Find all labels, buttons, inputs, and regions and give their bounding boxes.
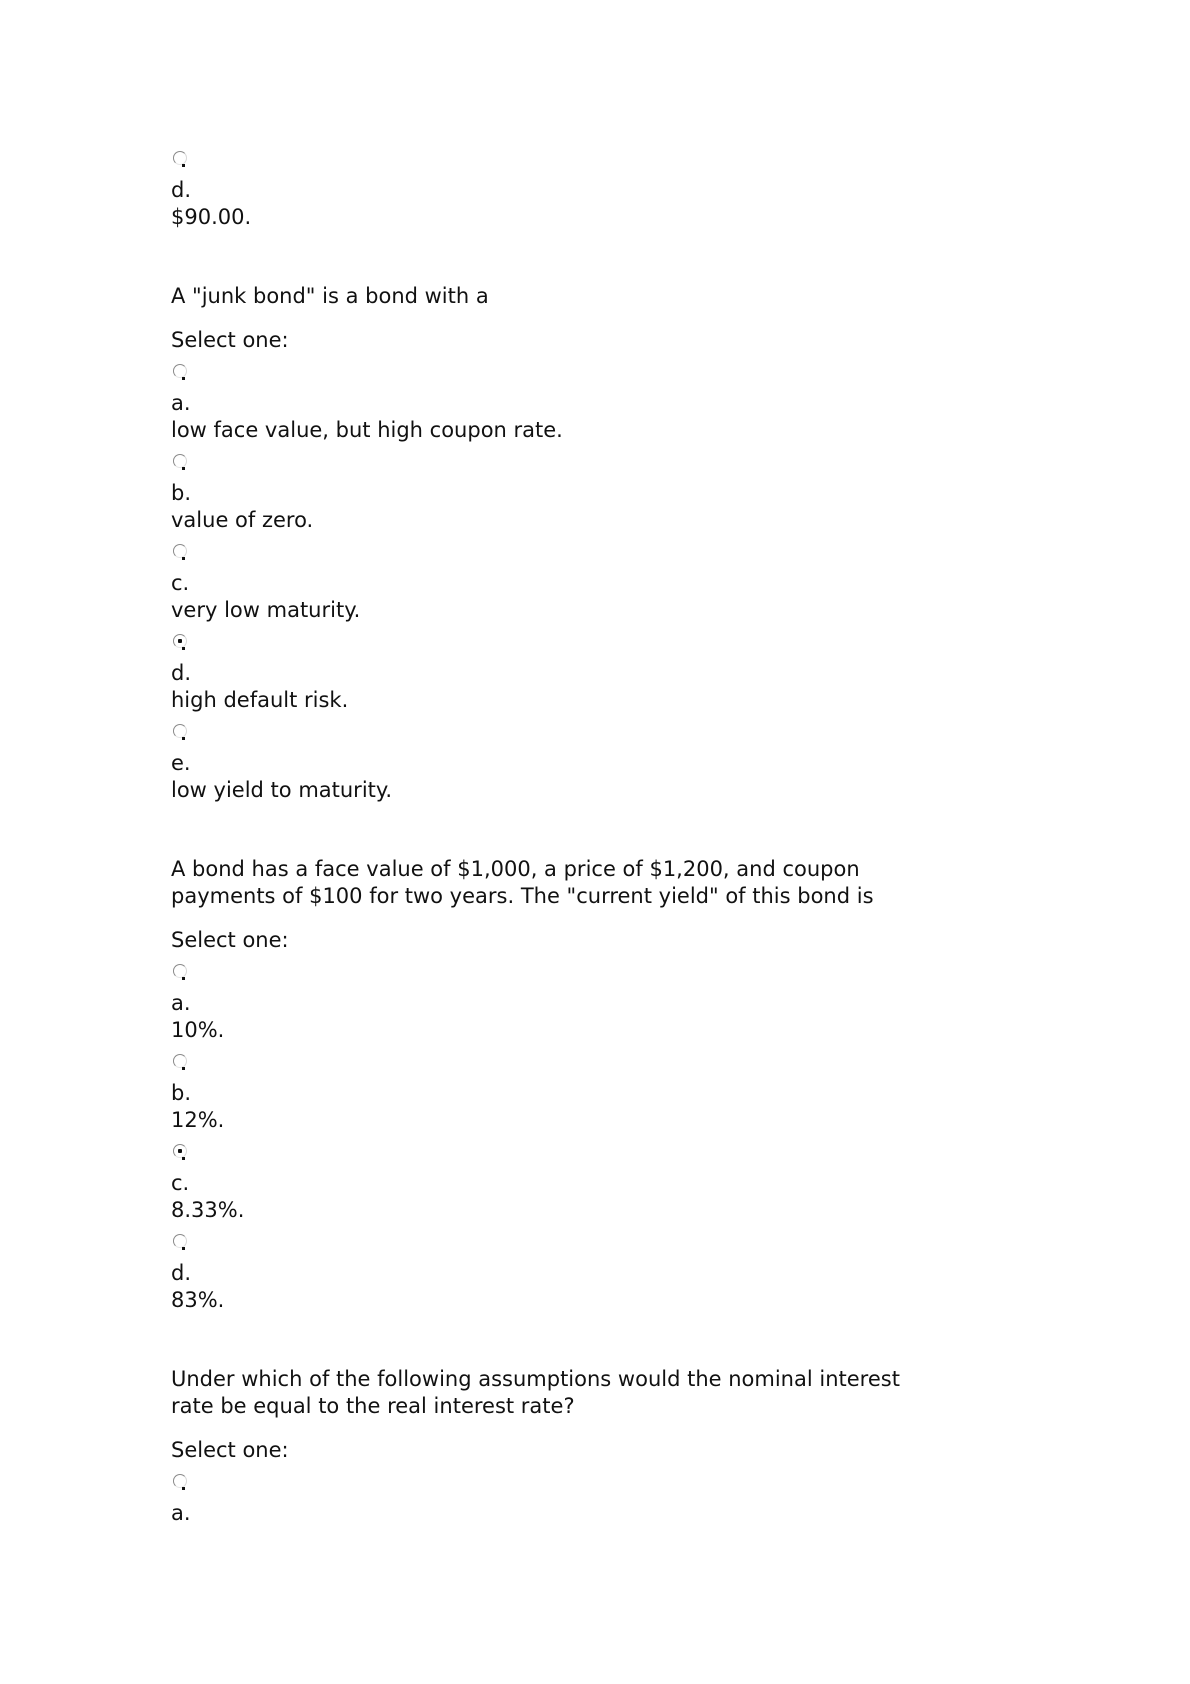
radio-icon[interactable] bbox=[173, 1054, 187, 1068]
option-letter: c. bbox=[171, 571, 190, 595]
radio-row[interactable] bbox=[171, 1464, 1031, 1500]
radio-row[interactable] bbox=[171, 1044, 1031, 1080]
option-text: 12%. bbox=[171, 1108, 225, 1132]
option-text: low face value, but high coupon rate. bbox=[171, 418, 563, 442]
radio-icon[interactable] bbox=[173, 1474, 187, 1488]
option-letter: b. bbox=[171, 481, 192, 505]
radio-row[interactable] bbox=[171, 954, 1031, 990]
question-text: A bond has a face value of $1,000, a price of $1,200, and coupon bbox=[171, 857, 860, 881]
option-text: very low maturity. bbox=[171, 598, 361, 622]
option-letter: a. bbox=[171, 991, 191, 1015]
answer-option[interactable] bbox=[171, 354, 1031, 444]
option-text: value of zero. bbox=[171, 508, 314, 532]
radio-icon[interactable] bbox=[173, 964, 187, 978]
select-one-label: Select one: bbox=[171, 1438, 289, 1462]
option-letter: e. bbox=[171, 751, 191, 775]
radio-icon[interactable] bbox=[173, 1234, 187, 1248]
quiz-page bbox=[171, 141, 1031, 1527]
radio-checked-icon[interactable] bbox=[173, 1144, 187, 1158]
radio-row[interactable] bbox=[171, 444, 1031, 480]
answer-option[interactable] bbox=[171, 954, 1031, 1044]
answer-option[interactable] bbox=[171, 624, 1031, 714]
radio-row[interactable] bbox=[171, 1224, 1031, 1260]
question-block bbox=[171, 283, 1031, 804]
option-letter: d. bbox=[171, 178, 192, 202]
answer-option[interactable] bbox=[171, 141, 1031, 231]
question-text: rate be equal to the real interest rate? bbox=[171, 1394, 575, 1418]
select-one-label: Select one: bbox=[171, 928, 289, 952]
question-text: payments of $100 for two years. The "current yield" of this bond is bbox=[171, 884, 874, 908]
radio-icon[interactable] bbox=[173, 454, 187, 468]
answer-option[interactable] bbox=[171, 534, 1031, 624]
radio-row[interactable] bbox=[171, 1134, 1031, 1170]
answer-option[interactable] bbox=[171, 1464, 1031, 1527]
radio-icon[interactable] bbox=[173, 544, 187, 558]
answer-option[interactable] bbox=[171, 714, 1031, 804]
radio-icon[interactable] bbox=[173, 151, 187, 165]
option-text: $90.00. bbox=[171, 205, 252, 229]
option-text: 10%. bbox=[171, 1018, 225, 1042]
radio-row[interactable] bbox=[171, 141, 1031, 177]
option-text: 83%. bbox=[171, 1288, 225, 1312]
answer-option[interactable] bbox=[171, 444, 1031, 534]
radio-row[interactable] bbox=[171, 354, 1031, 390]
question-block bbox=[171, 1366, 1031, 1527]
radio-row[interactable] bbox=[171, 534, 1031, 570]
option-letter: a. bbox=[171, 391, 191, 415]
answer-option[interactable] bbox=[171, 1134, 1031, 1224]
question-block bbox=[171, 856, 1031, 1314]
radio-icon[interactable] bbox=[173, 364, 187, 378]
option-letter: a. bbox=[171, 1501, 191, 1525]
question-text: A "junk bond" is a bond with a bbox=[171, 284, 489, 308]
option-text: high default risk. bbox=[171, 688, 349, 712]
option-letter: d. bbox=[171, 661, 192, 685]
radio-row[interactable] bbox=[171, 624, 1031, 660]
radio-checked-icon[interactable] bbox=[173, 634, 187, 648]
select-one-label: Select one: bbox=[171, 328, 289, 352]
question-text: Under which of the following assumptions would the nominal interest bbox=[171, 1367, 900, 1391]
option-text: 8.33%. bbox=[171, 1198, 245, 1222]
radio-row[interactable] bbox=[171, 714, 1031, 750]
option-letter: d. bbox=[171, 1261, 192, 1285]
option-letter: b. bbox=[171, 1081, 192, 1105]
option-text: low yield to maturity. bbox=[171, 778, 392, 802]
option-letter: c. bbox=[171, 1171, 190, 1195]
question-block bbox=[171, 141, 1031, 231]
answer-option[interactable] bbox=[171, 1044, 1031, 1134]
radio-icon[interactable] bbox=[173, 724, 187, 738]
answer-option[interactable] bbox=[171, 1224, 1031, 1314]
